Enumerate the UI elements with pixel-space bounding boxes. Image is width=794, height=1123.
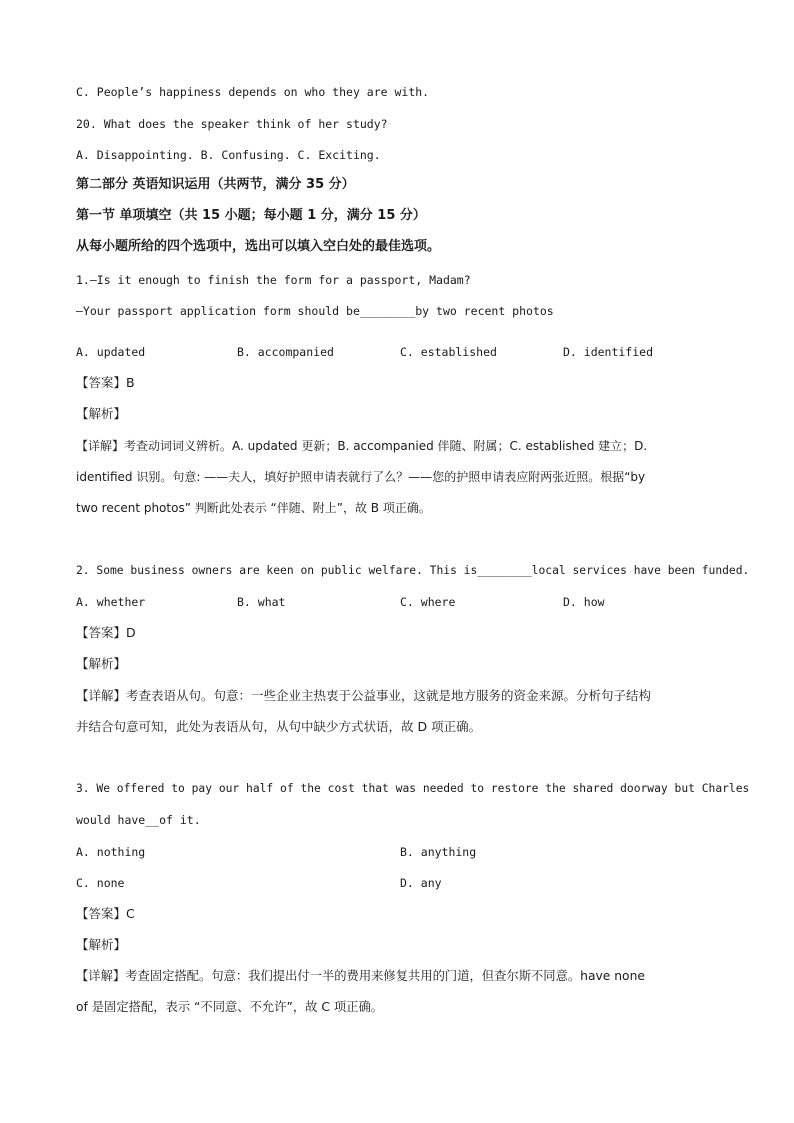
- q2-detail-line-1: 【详解】考查表语从句。句意：一些企业主热衷于公益事业，这就是地方服务的资金来源。分析句子结构: [76, 688, 652, 703]
- q3-detail-line-2: of 是固定搭配，表示 “不同意、不允许”，故 C 项正确。: [76, 1000, 384, 1014]
- q3-option-d: D. any: [400, 876, 442, 890]
- q3-detail-line-1: 【详解】考查固定搭配。句意：我们提出付一半的费用来修复共用的门道，但查尔斯不同意。have none: [76, 969, 645, 983]
- q3-analysis-label: 【解析】: [76, 937, 127, 952]
- q1-option-b: B. accompanied: [237, 345, 334, 359]
- q2-analysis-label: 【解析】: [76, 656, 127, 671]
- q3-stem-line-2: would have__of it.: [76, 813, 201, 827]
- q1-option-d: D. identified: [563, 345, 654, 359]
- q1-stem-line-2: —Your passport application form should be________by two recent photos: [76, 304, 554, 318]
- q2-option-a: A. whether: [76, 595, 146, 609]
- q1-detail-line-3: two recent photos” 判断此处表示 “伴随、附上”，故 B 项正确。: [76, 501, 431, 515]
- q2-option-c: C. where: [400, 595, 456, 609]
- q2-stem-line-1: 2. Some business owners are keen on public welfare. This is________local services have been funded.: [76, 564, 750, 577]
- section1-heading: 第一节 单项填空（共 15 小题；每小题 1 分，满分 15 分）: [76, 208, 426, 223]
- q2-option-d: D. how: [563, 595, 605, 609]
- q19-option-c: C. People’s happiness depends on who they are with.: [76, 85, 430, 99]
- q2-detail-line-2: 并结合句意可知，此处为表语从句，从句中缺少方式状语，故 D 项正确。: [76, 719, 482, 734]
- q1-option-a: A. updated: [76, 345, 146, 359]
- q1-stem-line-1: 1.—Is it enough to finish the form for a passport, Madam?: [76, 273, 471, 287]
- section-instruction: 从每小题所给的四个选项中，选出可以填入空白处的最佳选项。: [76, 239, 441, 254]
- q20-stem: 20. What does the speaker think of her study?: [76, 117, 388, 131]
- q20-options: A. Disappointing. B. Confusing. C. Exciting.: [76, 148, 381, 162]
- q2-answer: 【答案】D: [76, 625, 136, 640]
- q2-option-b: B. what: [237, 595, 286, 609]
- q1-answer: 【答案】B: [76, 375, 135, 390]
- q3-answer: 【答案】C: [76, 906, 135, 921]
- q3-option-a: A. nothing: [76, 845, 146, 859]
- part2-heading: 第二部分 英语知识运用（共两节，满分 35 分）: [76, 177, 355, 192]
- q3-option-b: B. anything: [400, 845, 477, 859]
- q1-detail-line-2: identified 识别。句意: ——夫人，填好护照申请表就行了么？——您的护照申请表应附两张近照。根据“by: [76, 470, 646, 484]
- q1-detail-line-1: 【详解】考查动词词义辨析。A. updated 更新；B. accompanied 伴随、附属；C. established 建立；D.: [76, 439, 648, 453]
- q1-option-c: C. established: [400, 345, 497, 359]
- q3-stem-line-1: 3. We offered to pay our half of the cost that was needed to restore the shared doorway but Charles: [76, 782, 750, 795]
- q3-option-c: C. none: [76, 876, 125, 890]
- q1-analysis-label: 【解析】: [76, 406, 127, 421]
